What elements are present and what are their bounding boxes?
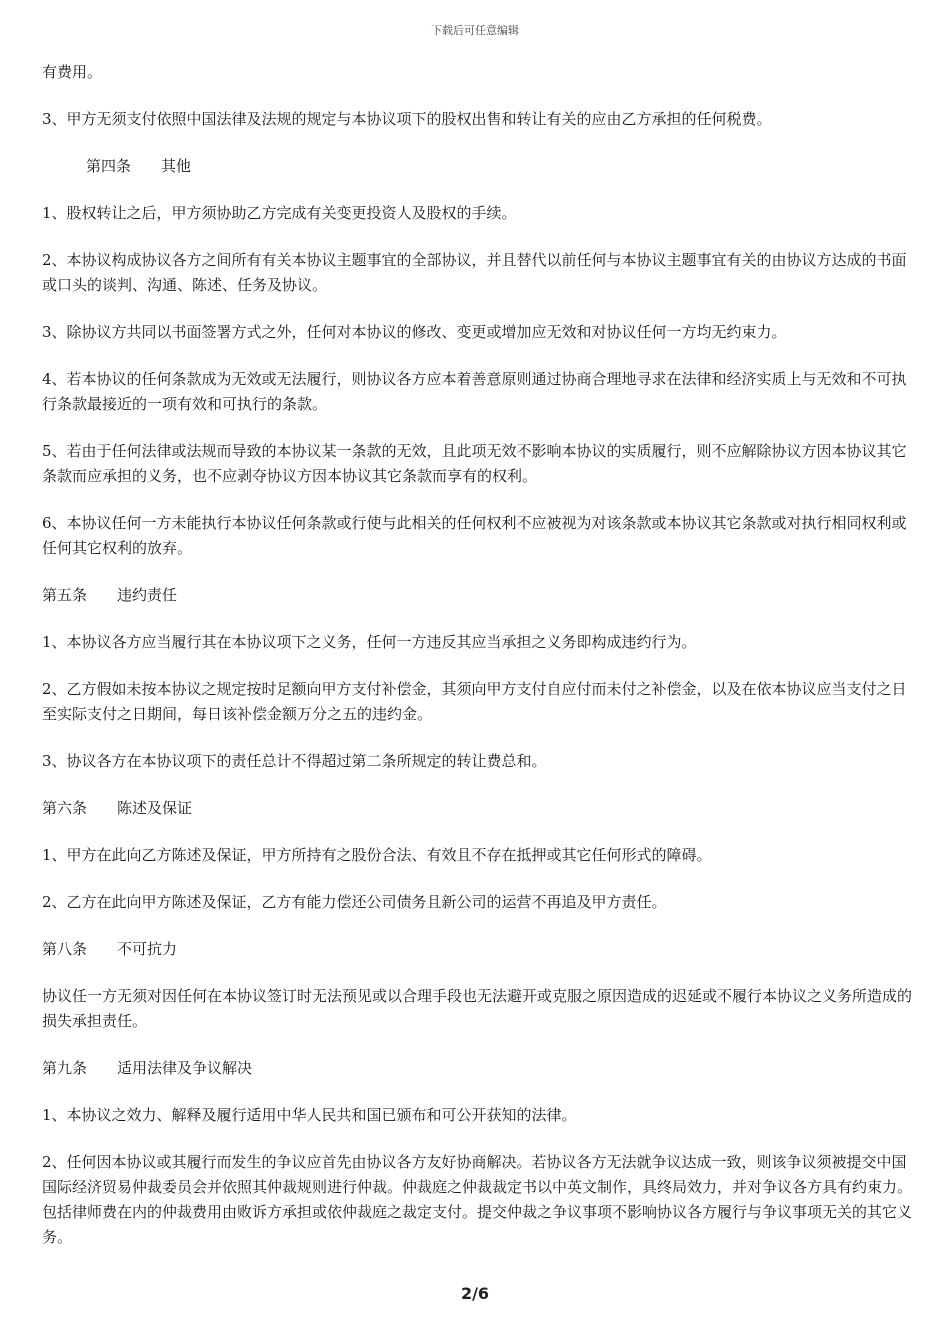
paragraph: 5、若由于任何法律或法规而导致的本协议某一条款的无效，且此项无效不影响本协议的实质履行，则不应解除协议方因本协议其它条款而应承担的义务，也不应剥夺协议方因本协议其它条款而享有的权利。 <box>42 442 907 485</box>
paragraph: 4、若本协议的任何条款成为无效或无法履行，则协议各方应本着善意原则通过协商合理地寻求在法律和经济实质上与无效和不可执行条款最接近的一项有效和可执行的条款。 <box>42 370 907 413</box>
section-title: 陈述及保证 <box>117 799 193 817</box>
section-number: 第五条 <box>42 586 88 604</box>
paragraph: 3、甲方无须支付依照中国法律及法规的规定与本协议项下的股权出售和转让有关的应由乙方承担的任何税费。 <box>42 110 772 128</box>
paragraph: 2、乙方假如未按本协议之规定按时足额向甲方支付补偿金，其须向甲方支付自应付而未付之补偿金，以及在依本协议应当支付之日至实际支付之日期间，每日该补偿金额万分之五的违约金。 <box>42 680 907 723</box>
total-pages: 6 <box>477 1284 490 1303</box>
paragraph: 2、任何因本协议或其履行而发生的争议应首先由协议各方友好协商解决。若协议各方无法就争议达成一致，则该争议须被提交中国国际经济贸易仲裁委员会并依照其仲裁规则进行仲裁。仲裁庭之仲裁裁定书以中英文制作，具终局效力，并对争议各方具有约束力。包括律师费在内的仲裁费用由败诉方承担或依仲裁庭之裁定支付。提交仲裁之争议事项不影响协议各方履行与争议事项无关的其它义务。 <box>42 1153 913 1246</box>
paragraph: 有费用。 <box>42 63 103 81</box>
paragraph: 1、股权转让之后，甲方须协助乙方完成有关变更投资人及股权的手续。 <box>42 204 517 222</box>
paragraph: 2、本协议构成协议各方之间所有有关本协议主题事宜的全部协议，并且替代以前任何与本协议主题事宜有关的由协议方达成的书面或口头的谈判、沟通、陈述、任务及协议。 <box>42 251 907 294</box>
page-separator: / <box>472 1284 478 1303</box>
paragraph: 1、甲方在此向乙方陈述及保证，甲方所持有之股份合法、有效且不存在抵押或其它任何形式的障碍。 <box>42 846 712 864</box>
section-number: 第八条 <box>42 940 88 958</box>
section-number: 第六条 <box>42 799 88 817</box>
paragraph: 3、除协议方共同以书面签署方式之外，任何对本协议的修改、变更或增加应无效和对协议任何一方均无约束力。 <box>42 323 787 341</box>
paragraph: 协议任一方无须对因任何在本协议签订时无法预见或以合理手段也无法避开或克服之原因造成的迟延或不履行本协议之义务所造成的损失承担责任。 <box>42 987 913 1030</box>
paragraph: 3、协议各方在本协议项下的责任总计不得超过第二条所规定的转让费总和。 <box>42 752 547 770</box>
section-heading <box>42 796 920 821</box>
page-number <box>0 1284 950 1303</box>
current-page: 2 <box>460 1284 473 1303</box>
section-heading <box>42 1056 920 1081</box>
paragraph: 6、本协议任何一方未能执行本协议任何条款或行使与此相关的任何权利不应被视为对该条款或本协议其它条款或对执行相同权利或任何其它权利的放弃。 <box>42 514 907 557</box>
page-header: 下载后可任意编辑 <box>431 24 519 37</box>
section-title: 违约责任 <box>117 586 178 604</box>
section-title: 不可抗力 <box>117 940 178 958</box>
document-body <box>42 60 920 1272</box>
paragraph: 2、乙方在此向甲方陈述及保证，乙方有能力偿还公司债务且新公司的运营不再追及甲方责任。 <box>42 893 667 911</box>
section-number: 第九条 <box>42 1059 88 1077</box>
paragraph: 1、本协议之效力、解释及履行适用中华人民共和国已颁布和可公开获知的法律。 <box>42 1106 577 1124</box>
section-title: 其他 <box>161 157 192 175</box>
section-heading <box>42 583 920 608</box>
paragraph: 1、本协议各方应当履行其在本协议项下之义务，任何一方违反其应当承担之义务即构成违约行为。 <box>42 633 697 651</box>
section-heading <box>42 937 920 962</box>
section-title: 适用法律及争议解决 <box>117 1059 253 1077</box>
section-heading <box>42 154 920 179</box>
section-number: 第四条 <box>86 157 132 175</box>
